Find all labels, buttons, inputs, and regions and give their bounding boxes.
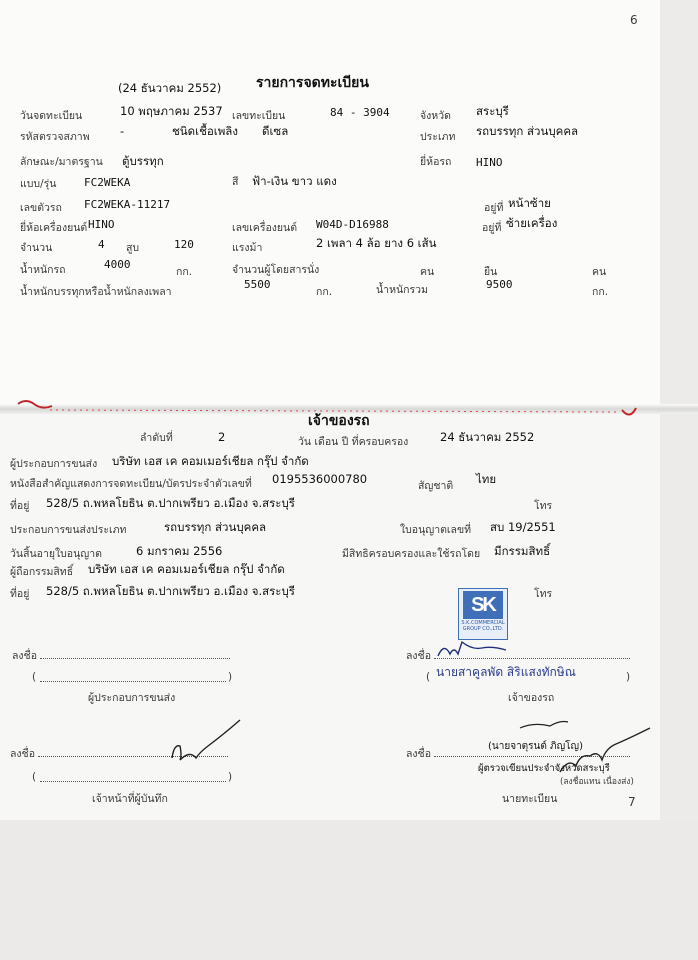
load-value: 5500 xyxy=(244,278,271,291)
reg-no-value: 84 - 3904 xyxy=(330,106,390,119)
registration-date-header: (24 ธันวาคม 2552) xyxy=(118,81,222,95)
registrar-note: (ลงชื่อแทน เนื่องส่ง) xyxy=(560,777,634,787)
fuel-value: ดีเซล xyxy=(262,124,289,138)
company-stamp-text: S.K.COMMERCIAL GROUP CO.,LTD. xyxy=(461,620,505,632)
character-value: ตู้บรรทุก xyxy=(122,154,164,168)
red-pen-mark-right xyxy=(622,408,636,415)
seats-label: จำนวนผู้โดยสารนั่ง xyxy=(232,264,320,276)
weight-value: 4000 xyxy=(104,258,131,271)
engine-no-value: W04D-D16988 xyxy=(316,218,389,231)
id-value: 0195536000780 xyxy=(272,472,368,486)
expiry-value: 6 มกราคม 2556 xyxy=(136,544,223,558)
color-label: สี xyxy=(232,176,239,188)
phone2-label: โทร xyxy=(534,588,553,600)
id-label: หนังสือสำคัญแสดงการจดทะเบียน/บัตรประจำตัวเลขที่ xyxy=(10,478,252,490)
address2-value: 528/5 ถ.พหลโยธิน ต.ปากเพรียว อ.เมือง จ.สระบุรี xyxy=(46,584,295,598)
holder-label: ผู้ถือกรรมสิทธิ์ xyxy=(10,566,74,578)
officer-caption: เจ้าหน้าที่ผู้บันทึก xyxy=(92,793,168,805)
nationality-value: ไทย xyxy=(476,472,497,486)
chassis-value: FC2WEKA-11217 xyxy=(84,198,171,211)
owner-caption: เจ้าของรถ xyxy=(508,692,555,704)
axles-value: 2 เพลา 4 ล้อ ยาง 6 เส้น xyxy=(316,236,437,250)
address-value: 528/5 ถ.พหลโยธิน ต.ปากเพรียว อ.เมือง จ.สระบุรี xyxy=(46,496,295,510)
load-unit: กก. xyxy=(316,286,333,298)
total-weight-unit: กก. xyxy=(592,286,609,298)
engine-brand-value: HINO xyxy=(88,218,115,231)
registrar-sign-label: ลงชื่อ xyxy=(406,748,431,760)
brand-value: HINO xyxy=(476,156,503,169)
brand-label: ยี่ห้อรถ xyxy=(420,156,452,168)
officer-paren-open: ( xyxy=(32,771,37,783)
fuel-label: ชนิดเชื้อเพลิง xyxy=(172,124,238,138)
count-label: จำนวน xyxy=(20,242,53,254)
engine-location-label: อยู่ที่ xyxy=(482,222,502,234)
nationality-label: สัญชาติ xyxy=(418,480,454,492)
reg-no-label: เลขทะเบียน xyxy=(232,110,286,122)
vehicle-type-label: ประเภท xyxy=(420,131,456,143)
operator-label: ผู้ประกอบการขนส่ง xyxy=(10,458,98,470)
possession-date-label: วัน เดือน ปี ที่ครอบครอง xyxy=(298,436,409,448)
holder-value: บริษัท เอส เค คอมเมอร์เชียล กรุ๊ป จำกัด xyxy=(88,562,285,576)
engine-no-label: เลขเครื่องยนต์ xyxy=(232,222,298,234)
operator-paren-open: ( xyxy=(32,671,37,683)
operator-paren-close: ) xyxy=(228,671,233,683)
address-label: ที่อยู่ xyxy=(10,500,30,512)
inspection-label: รหัสตรวจสภาพ xyxy=(20,131,90,143)
reg-date-value: 10 พฤษภาคม 2537 xyxy=(120,104,223,118)
load-label: น้ำหนักบรรทุกหรือน้ำหนักลงเพลา xyxy=(20,286,172,298)
officer-paren-close: ) xyxy=(228,771,233,783)
seats-unit: คน xyxy=(420,266,435,278)
registrar-name: (นายจาตุรนต์ ภิญโญ) xyxy=(488,741,583,752)
cylinders-value: 4 xyxy=(98,238,105,251)
officer-sign-label: ลงชื่อ xyxy=(10,748,35,760)
possession-right-value: มีกรรมสิทธิ์ xyxy=(494,544,551,558)
color-value: ฟ้า-เงิน ขาว แดง xyxy=(252,174,337,188)
total-weight-value: 9500 xyxy=(486,278,513,291)
province-label: จังหวัด xyxy=(420,110,451,122)
vehicle-type-value: รถบรรทุก ส่วนบุคคล xyxy=(476,124,579,138)
owner-paren-close: ) xyxy=(626,671,631,683)
owner-title: เจ้าของรถ xyxy=(308,413,370,429)
order-value: 2 xyxy=(218,430,226,444)
operator-caption: ผู้ประกอบการขนส่ง xyxy=(88,692,176,704)
operator-value: บริษัท เอส เค คอมเมอร์เชียล กรุ๊ป จำกัด xyxy=(112,454,309,468)
chassis-location-label: อยู่ที่ xyxy=(484,202,504,214)
owner-signature xyxy=(438,642,506,656)
company-logo: SK xyxy=(463,591,503,619)
weight-label: น้ำหนักรถ xyxy=(20,264,66,276)
model-label: แบบ/รุ่น xyxy=(20,178,57,190)
business-type-value: รถบรรทุก ส่วนบุคคล xyxy=(164,520,267,534)
business-type-label: ประกอบการขนส่งประเภท xyxy=(10,524,127,536)
cylinder-label: สูบ xyxy=(126,242,140,254)
possession-date-value: 24 ธันวาคม 2552 xyxy=(440,430,535,444)
cc-value: 120 xyxy=(174,238,194,251)
model-value: FC2WEKA xyxy=(84,176,131,189)
horsepower-label: แรงม้า xyxy=(232,242,263,254)
owner-paren-open: ( xyxy=(426,671,431,683)
standing-unit: คน xyxy=(592,266,607,278)
phone-label: โทร xyxy=(534,500,553,512)
owner-sign-label: ลงชื่อ xyxy=(406,650,431,662)
license-label: ใบอนุญาตเลขที่ xyxy=(400,524,472,536)
officer-signature xyxy=(172,720,240,760)
total-weight-label: น้ำหนักรวม xyxy=(376,284,428,296)
registrar-title: ผู้ตรวจเขียนประจำจังหวัดสระบุรี xyxy=(478,763,610,774)
expiry-label: วันสิ้นอายุใบอนุญาต xyxy=(10,548,102,560)
registrar-signature-top xyxy=(520,722,568,729)
owner-name: นายสาคูลพัด สิริแสงทักษิณ xyxy=(436,665,576,679)
red-pen-mark-left xyxy=(18,401,52,408)
character-label: ลักษณะ/มาตรฐาน xyxy=(20,156,103,168)
page-number: 6 xyxy=(630,13,638,27)
registration-title: รายการจดทะเบียน xyxy=(256,75,369,91)
operator-sign-label: ลงชื่อ xyxy=(12,650,37,662)
registrar-signature xyxy=(560,728,650,772)
license-value: สบ 19/2551 xyxy=(490,520,556,534)
possession-right-label: มีสิทธิครอบครองและใช้รถโดย xyxy=(342,548,481,560)
engine-brand-label: ยี่ห้อเครื่องยนต์ xyxy=(20,222,88,234)
registrar-caption: นายทะเบียน xyxy=(502,793,558,805)
inspection-value: - xyxy=(120,124,125,138)
chassis-label: เลขตัวรถ xyxy=(20,202,62,214)
address2-label: ที่อยู่ xyxy=(10,588,30,600)
chassis-location-value: หน้าซ้าย xyxy=(508,196,551,210)
page-number-bottom: 7 xyxy=(628,795,636,809)
engine-location-value: ซ้ายเครื่อง xyxy=(506,216,558,230)
weight-unit: กก. xyxy=(176,266,193,278)
red-stitch-line xyxy=(50,410,620,412)
reg-date-label: วันจดทะเบียน xyxy=(20,110,83,122)
standing-label: ยืน xyxy=(484,266,498,278)
order-label: ลำดับที่ xyxy=(140,432,173,444)
province-value: สระบุรี xyxy=(476,104,509,118)
